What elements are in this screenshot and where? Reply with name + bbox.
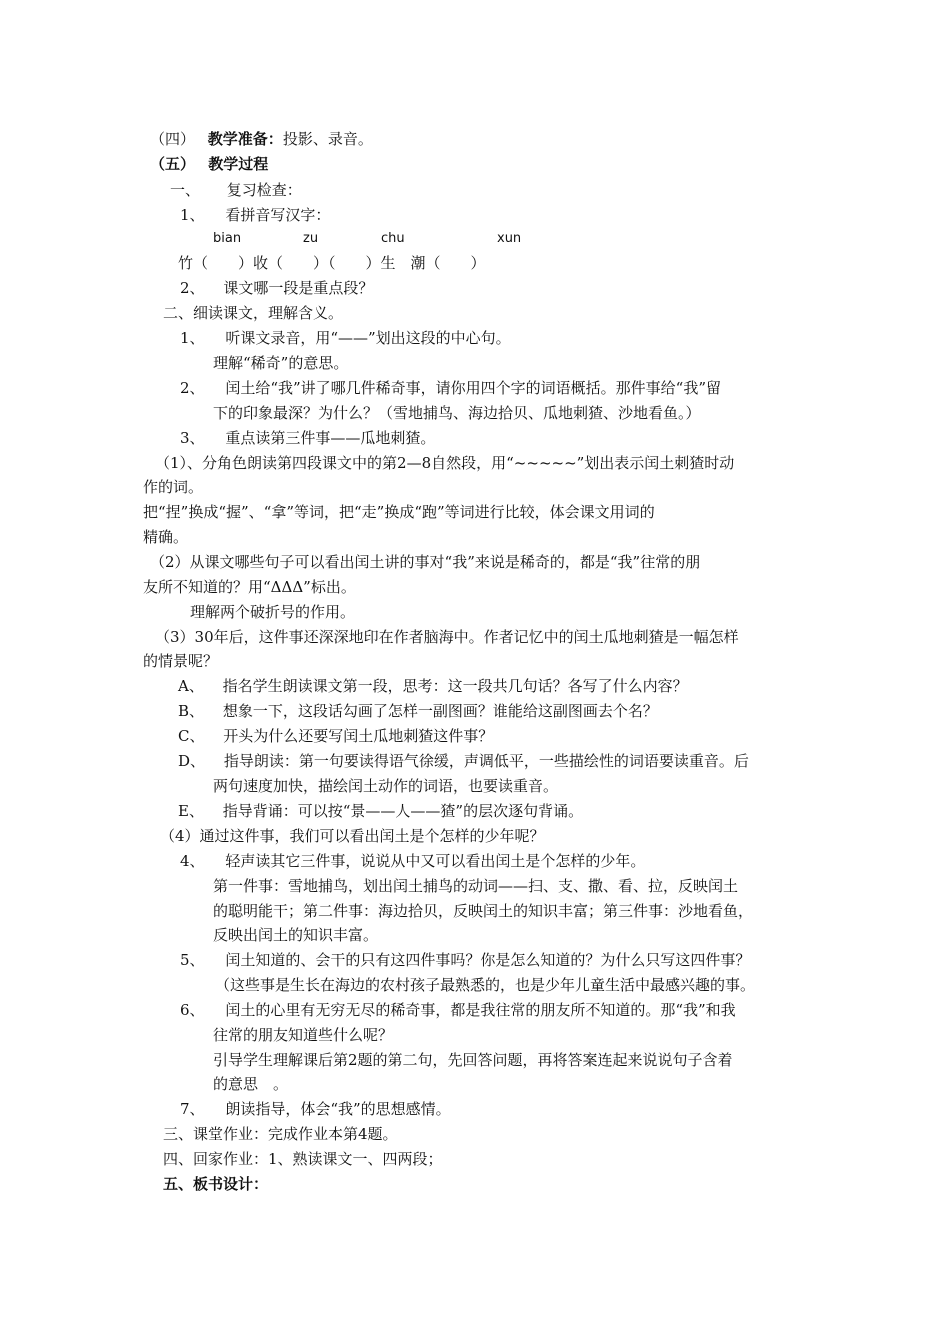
pinyin: chu bbox=[381, 231, 405, 246]
text-line: 友所不知道的？用“ΔΔΔ”标出。 bbox=[143, 578, 356, 596]
item-number: 5、 bbox=[180, 951, 205, 969]
item-letter: D、 bbox=[178, 752, 206, 770]
item-number: 1、 bbox=[180, 206, 205, 224]
item bbox=[180, 1100, 451, 1118]
text-line: （这些事是生长在海边的农村孩子最熟悉的，也是少年儿童生活中最感兴趣的事。 bbox=[215, 976, 756, 994]
text-line: 往常的朋友知道些什么呢？ bbox=[213, 1026, 394, 1044]
item-number: 4、 bbox=[180, 852, 205, 870]
item-number: 3、 bbox=[180, 429, 205, 447]
item-letter: B、 bbox=[178, 702, 205, 720]
item-text: 想象一下，这段话勾画了怎样一副图画？谁能给这副图画去个名？ bbox=[222, 702, 658, 720]
item-review bbox=[170, 181, 302, 199]
pinyin: bian bbox=[213, 231, 242, 246]
text-line: （2）从课文哪些句子可以看出闰土讲的事对“我”来说是稀奇的，都是“我”往常的朋 bbox=[150, 553, 701, 571]
lettered-item bbox=[178, 752, 749, 770]
text-line: 反映出闰土的知识丰富。 bbox=[213, 926, 379, 944]
item-letter: E、 bbox=[178, 802, 204, 820]
item-number: 一、 bbox=[170, 181, 201, 199]
item bbox=[180, 429, 435, 447]
text-line: 下的印象最深？为什么？（雪地捕鸟、海边拾贝、瓜地刺猹、沙地看鱼。） bbox=[213, 404, 701, 422]
section-number: （五） bbox=[150, 155, 196, 173]
section-5 bbox=[150, 155, 268, 173]
item bbox=[180, 1001, 736, 1019]
text-line: 第一件事：雪地捕鸟，划出闰土捕鸟的动词——扫、支、撒、看、拉，反映闰土 bbox=[213, 877, 739, 895]
text-line: 两句速度加快，描绘闰土动作的词语，也要读重音。 bbox=[213, 777, 559, 795]
text-line: 的情景呢？ bbox=[143, 652, 219, 670]
section-text: 投影、录音。 bbox=[282, 130, 373, 148]
item-text: 复习检查： bbox=[226, 181, 302, 199]
lettered-item bbox=[178, 677, 688, 695]
text-line: （1）、分角色朗读第四段课文中的第2—8自然段，用“~~~~~”划出表示闰土刺猹时动 bbox=[155, 454, 735, 472]
text-line: （4）通过这件事，我们可以看出闰土是个怎样的少年呢？ bbox=[160, 827, 545, 845]
item-text: 轻声读其它三件事，说说从中又可以看出闰土是个怎样的少年。 bbox=[225, 852, 646, 870]
item-text: 闰土知道的、会干的只有这四件事吗？你是怎么知道的？为什么只写这四件事？ bbox=[225, 951, 751, 969]
text-line: 的意思 。 bbox=[213, 1075, 289, 1093]
item-text: 指导背诵：可以按“景——人——猹”的层次逐句背诵。 bbox=[222, 802, 584, 820]
item-text: 朗读指导，体会“我”的思想感情。 bbox=[225, 1100, 451, 1118]
item-key-paragraph bbox=[180, 279, 373, 297]
item-number: 2、 bbox=[180, 279, 205, 297]
section-label: 教学过程 bbox=[208, 155, 269, 173]
item-text: 指导朗读：第一句要读得语气徐缓，声调低平，一些描绘性的词语要读重音。后 bbox=[223, 752, 749, 770]
item bbox=[180, 379, 721, 397]
item-text: 闰土给“我”讲了哪几件稀奇事，请你用四个字的词语概括。那件事给“我”留 bbox=[225, 379, 722, 397]
item bbox=[180, 951, 750, 969]
item-number: 6、 bbox=[180, 1001, 205, 1019]
lettered-item bbox=[178, 702, 658, 720]
item-number: 2、 bbox=[180, 379, 205, 397]
item-text: 闰土的心里有无穷无尽的稀奇事，都是我往常的朋友所不知道的。那“我”和我 bbox=[225, 1001, 736, 1019]
section-number: （四） bbox=[150, 130, 196, 148]
text-line: 理解两个破折号的作用。 bbox=[190, 603, 356, 621]
text-line: 理解“稀奇”的意思。 bbox=[213, 354, 349, 372]
pinyin: xun bbox=[497, 231, 522, 246]
text-line: 作的词。 bbox=[143, 478, 204, 496]
item-text: 听课文录音，用“——”划出这段的中心句。 bbox=[225, 329, 511, 347]
lettered-item bbox=[178, 727, 493, 745]
item bbox=[180, 329, 511, 347]
section-4 bbox=[150, 130, 373, 148]
heading-4: 四、回家作业：1、熟读课文一、四两段； bbox=[163, 1150, 443, 1168]
item-pinyin bbox=[180, 206, 330, 224]
item-text: 重点读第三件事——瓜地刺猹。 bbox=[225, 429, 436, 447]
item-text: 看拼音写汉字： bbox=[225, 206, 331, 224]
item-letter: C、 bbox=[178, 727, 205, 745]
text-line: 精确。 bbox=[143, 528, 189, 546]
heading-3: 三、课堂作业：完成作业本第4题。 bbox=[163, 1125, 398, 1143]
item-text: 指名学生朗读课文第一段，思考：这一段共几句话？各写了什么内容？ bbox=[222, 677, 688, 695]
section-label: 教学准备： bbox=[207, 130, 283, 148]
text-line: 把“捏”换成“握”、“拿”等词，把“走”换成“跑”等词进行比较，体会课文用词的 bbox=[143, 503, 655, 521]
item-text: 课文哪一段是重点段？ bbox=[223, 279, 374, 297]
item-number: 1、 bbox=[180, 329, 205, 347]
item-letter: A、 bbox=[178, 677, 204, 695]
text-line: 的聪明能干；第二件事：海边拾贝，反映闰土的知识丰富；第三件事：沙地看鱼， bbox=[213, 902, 754, 920]
item-number: 7、 bbox=[180, 1100, 205, 1118]
heading-2: 二、细读课文，理解含义。 bbox=[163, 304, 344, 322]
fill-in-line: 竹（ ）收（ ）（ ）生 潮（ ） bbox=[178, 254, 486, 272]
item-text: 开头为什么还要写闰土瓜地刺猹这件事？ bbox=[223, 727, 494, 745]
item bbox=[180, 852, 645, 870]
heading-5: 五、板书设计： bbox=[163, 1175, 269, 1193]
lettered-item bbox=[178, 802, 583, 820]
text-line: 引导学生理解课后第2题的第二句，先回答问题，再将答案连起来说说句子含着 bbox=[213, 1051, 733, 1069]
text-line: （3）30年后，这件事还深深地印在作者脑海中。作者记忆中的闰土瓜地刺猹是一幅怎样 bbox=[155, 628, 739, 646]
pinyin: zu bbox=[303, 231, 319, 246]
